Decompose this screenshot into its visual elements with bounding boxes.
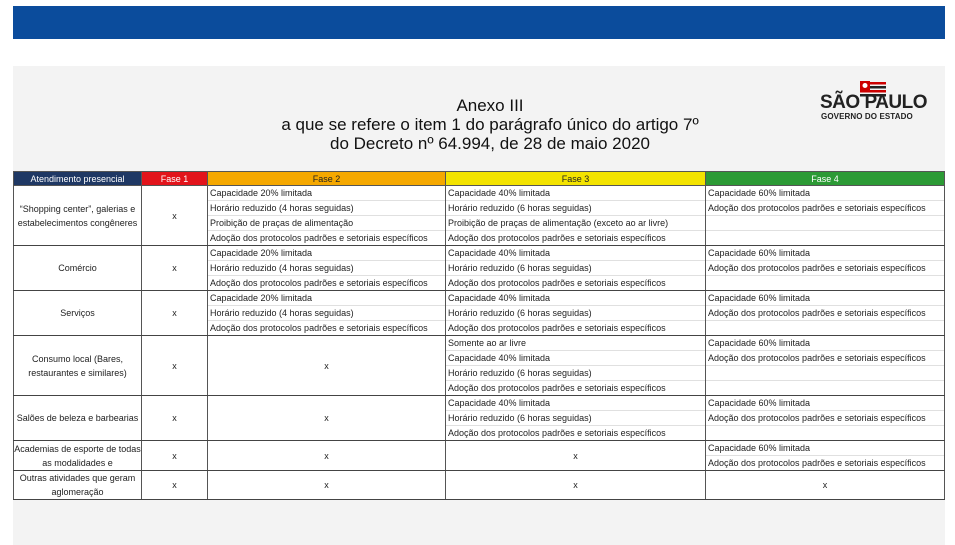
logo-subtitle: GOVERNO DO ESTADO <box>821 112 913 121</box>
requirement-line: Capacidade 20% limitada <box>208 291 445 306</box>
table-row <box>14 471 945 500</box>
requirement-line: Capacidade 40% limitada <box>446 186 705 201</box>
requirement-line: Adoção dos protocolos padrões e setoriais específicos <box>706 351 944 366</box>
requirement-line: Capacidade 20% limitada <box>208 246 445 261</box>
requirement-line <box>706 231 944 245</box>
requirement-line: Capacidade 40% limitada <box>446 291 705 306</box>
fase1-not-allowed-mark: x <box>142 471 208 500</box>
fase2-not-allowed-mark: x <box>208 441 446 471</box>
fase2-cell <box>208 186 446 246</box>
requirement-line: Adoção dos protocolos padrões e setoriais específicos <box>448 233 666 243</box>
requirement-line: Horário reduzido (6 horas seguidas) <box>446 366 705 381</box>
title-line-1: Anexo III <box>456 96 524 115</box>
requirement-line: Adoção dos protocolos padrões e setoriais específicos <box>448 323 666 333</box>
table-body <box>14 186 945 500</box>
requirement-line: Capacidade 60% limitada <box>706 336 944 351</box>
requirement-line: Adoção dos protocolos padrões e setoriais específicos <box>448 428 666 438</box>
table-row <box>14 441 945 471</box>
header-fase-2: Fase 2 <box>208 172 446 186</box>
fase4-cell <box>706 396 945 441</box>
requirement-line <box>706 321 944 335</box>
requirement-line <box>706 216 944 231</box>
fase3-not-allowed-mark: x <box>446 441 706 471</box>
fase3-cell <box>446 396 706 441</box>
fase4-cell <box>706 291 945 336</box>
title-line-2: a que se refere o item 1 do parágrafo único do artigo 7º <box>281 115 699 134</box>
fase3-cell <box>446 336 706 396</box>
fase1-not-allowed-mark: x <box>142 396 208 441</box>
activity-cell: Salões de beleza e barbearias <box>14 396 142 441</box>
fase2-not-allowed-mark: x <box>208 336 446 396</box>
requirement-line <box>706 276 944 290</box>
requirement-line: Adoção dos protocolos padrões e setoriais específicos <box>210 233 428 243</box>
header-activity: Atendimento presencial <box>14 172 142 186</box>
fase1-not-allowed-mark: x <box>142 291 208 336</box>
fase3-cell <box>446 291 706 336</box>
activity-cell: Serviços <box>14 291 142 336</box>
table-row <box>14 336 945 396</box>
requirement-line: Adoção dos protocolos padrões e setoriais específicos <box>706 306 944 321</box>
requirement-line: Adoção dos protocolos padrões e setoriais específicos <box>706 411 944 426</box>
requirement-line: Horário reduzido (4 horas seguidas) <box>208 261 445 276</box>
activity-cell: Academias de esporte de todas as modalidades e <box>14 441 142 471</box>
table-row <box>14 396 945 441</box>
table-row <box>14 186 945 246</box>
requirement-line: Adoção dos protocolos padrões e setoriais específicos <box>706 261 944 276</box>
fase2-cell <box>208 246 446 291</box>
requirement-line: Horário reduzido (6 horas seguidas) <box>446 306 705 321</box>
requirement-line: Proibição de praças de alimentação (exceto ao ar livre) <box>446 216 705 231</box>
requirement-line: Capacidade 60% limitada <box>706 291 944 306</box>
requirement-line: Adoção dos protocolos padrões e setoriais específicos <box>210 278 428 288</box>
requirement-line: Adoção dos protocolos padrões e setoriais específicos <box>448 383 666 393</box>
requirement-line: Capacidade 40% limitada <box>446 246 705 261</box>
requirement-line: Capacidade 60% limitada <box>706 246 944 261</box>
fase4-not-allowed-mark: x <box>706 471 945 500</box>
requirement-line <box>706 366 944 381</box>
requirement-line: Proibição de praças de alimentação <box>208 216 445 231</box>
requirement-line: Adoção dos protocolos padrões e setoriais específicos <box>448 278 666 288</box>
requirement-line: Adoção dos protocolos padrões e setoriais específicos <box>706 201 944 216</box>
table-row <box>14 291 945 336</box>
logo-title: SÃO PAULO <box>820 92 928 113</box>
requirement-line: Capacidade 60% limitada <box>706 441 944 456</box>
fase2-cell <box>208 291 446 336</box>
requirement-line: Horário reduzido (6 horas seguidas) <box>446 261 705 276</box>
requirement-line: Capacidade 60% limitada <box>706 396 944 411</box>
fase2-not-allowed-mark: x <box>208 396 446 441</box>
fase3-cell <box>446 186 706 246</box>
fase1-not-allowed-mark: x <box>142 441 208 471</box>
header-fase-1: Fase 1 <box>142 172 208 186</box>
requirement-line: Capacidade 40% limitada <box>446 396 705 411</box>
sao-paulo-logo <box>820 80 930 122</box>
fase4-cell <box>706 336 945 396</box>
fase1-not-allowed-mark: x <box>142 246 208 291</box>
activity-cell: Outras atividades que geram aglomeração <box>14 471 142 500</box>
header-fase-4: Fase 4 <box>706 172 945 186</box>
fase4-cell <box>706 246 945 291</box>
fase4-cell <box>706 186 945 246</box>
requirement-line: Somente ao ar livre <box>446 336 705 351</box>
requirement-line: Horário reduzido (4 horas seguidas) <box>208 201 445 216</box>
fase1-not-allowed-mark: x <box>142 336 208 396</box>
document-title <box>180 96 800 153</box>
activity-cell: Consumo local (Bares, restaurantes e similares) <box>14 336 142 396</box>
requirement-line: Capacidade 20% limitada <box>208 186 445 201</box>
requirement-line: Horário reduzido (6 horas seguidas) <box>446 201 705 216</box>
fase2-not-allowed-mark: x <box>208 471 446 500</box>
table-row <box>14 246 945 291</box>
requirement-line: Capacidade 40% limitada <box>446 351 705 366</box>
fase1-not-allowed-mark: x <box>142 186 208 246</box>
activity-cell: “Shopping center”, galerias e estabelecimentos congêneres <box>14 186 142 246</box>
top-banner <box>13 6 945 39</box>
header-fase-3: Fase 3 <box>446 172 706 186</box>
table-header-row <box>14 172 945 186</box>
requirement-line: Capacidade 60% limitada <box>706 186 944 201</box>
requirement-line <box>706 426 944 440</box>
fase4-cell <box>706 441 945 471</box>
phases-table <box>13 171 945 500</box>
fase3-cell <box>446 246 706 291</box>
requirement-line <box>706 381 944 395</box>
requirement-line: Horário reduzido (6 horas seguidas) <box>446 411 705 426</box>
title-line-3: do Decreto nº 64.994, de 28 de maio 2020 <box>330 134 650 153</box>
requirement-line: Horário reduzido (4 horas seguidas) <box>208 306 445 321</box>
requirement-line: Adoção dos protocolos padrões e setoriais específicos <box>708 458 926 468</box>
requirement-line: Adoção dos protocolos padrões e setoriais específicos <box>210 323 428 333</box>
fase3-not-allowed-mark: x <box>446 471 706 500</box>
activity-cell: Comércio <box>14 246 142 291</box>
